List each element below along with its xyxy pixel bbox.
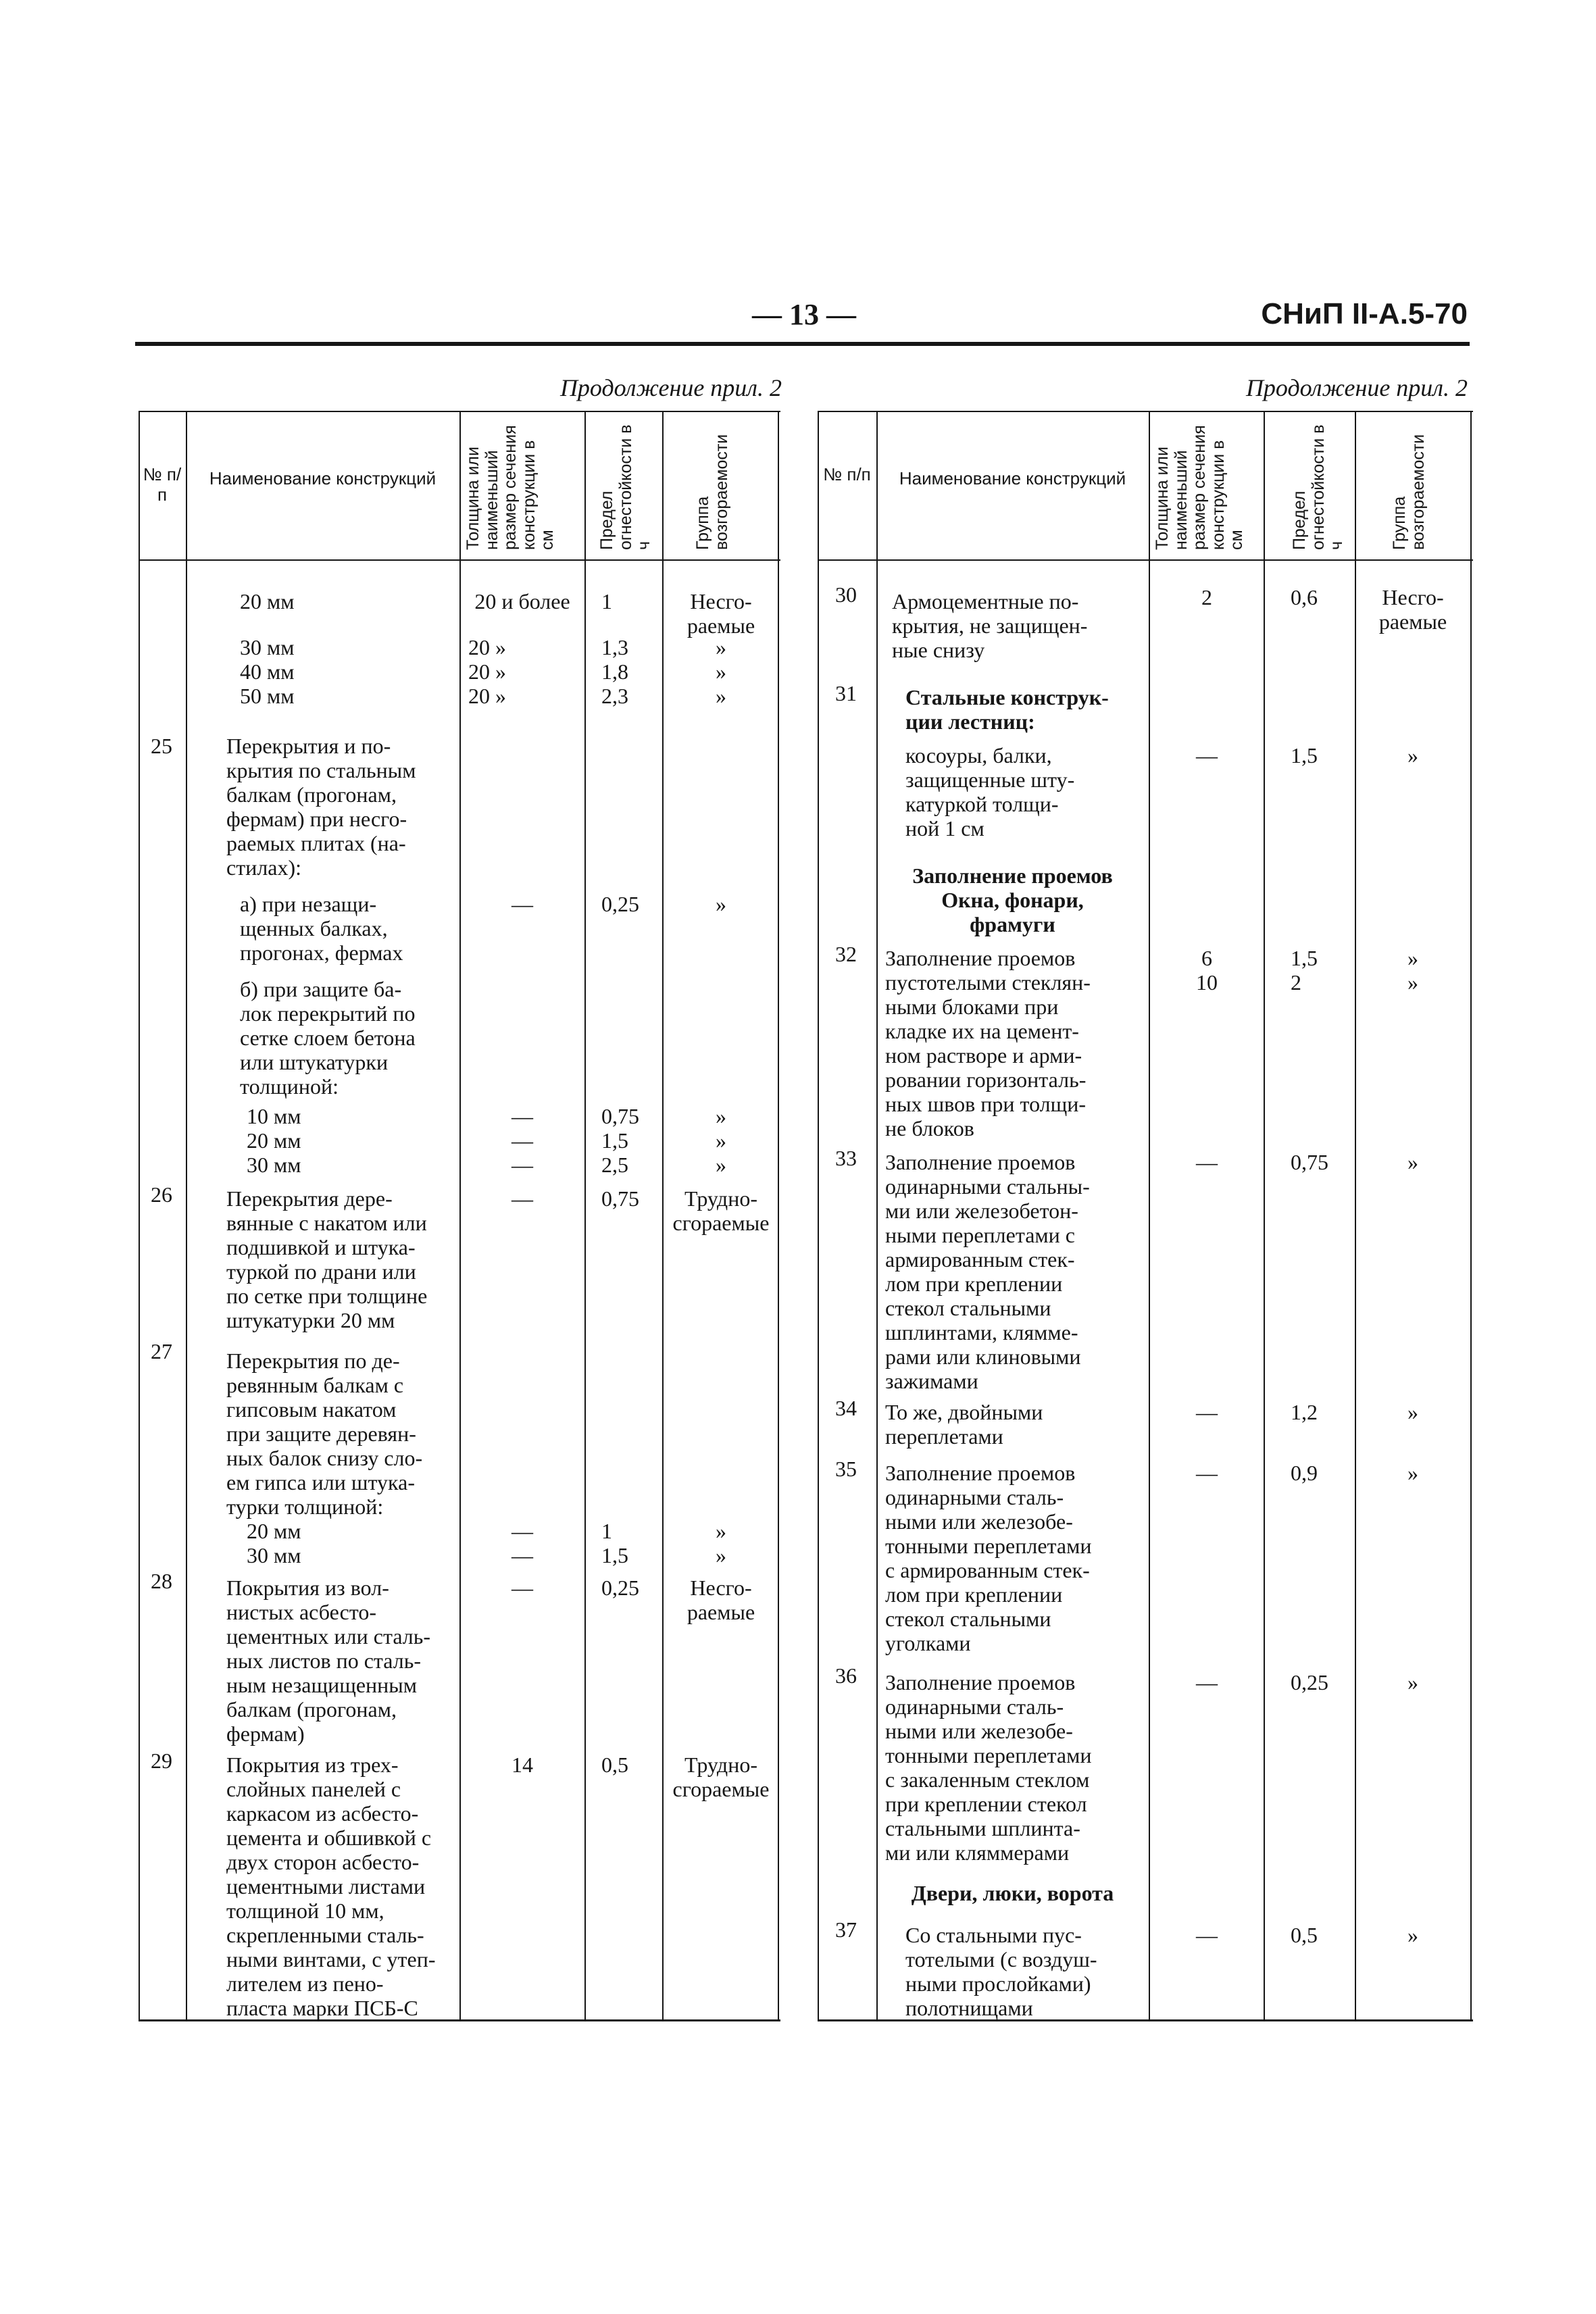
row-combustibility: » <box>1407 1461 1418 1485</box>
row-thickness: — <box>1196 1400 1218 1424</box>
column-header-name: Наименование конструкций <box>899 468 1126 488</box>
row-combustibility: » <box>716 1519 726 1543</box>
row-thickness: 6 10 <box>1196 946 1218 995</box>
row-name: 10 мм <box>247 1104 301 1128</box>
row-name: Покрытия из трех- слойных панелей с каркасом из асбесто- цемента и обшивкой с двух сторон асбесто- цементными листами толщиной 10 мм, скрепленными сталь- ными винтами, с утеп- лителем из пено- пласта марки ПСБ-С <box>226 1753 436 2020</box>
column-divider <box>584 412 586 2019</box>
row-combustibility: » <box>716 1128 726 1153</box>
row-name: а) при незащи- щенных балках, прогонах, фермах <box>240 892 403 965</box>
table-left <box>139 411 780 2021</box>
row-combustibility: » <box>1407 1670 1418 1694</box>
row-thickness: 20 и более <box>474 589 570 613</box>
row-thickness: — <box>512 1543 533 1567</box>
row-thickness: 20 » <box>468 684 506 708</box>
row-number: 36 <box>835 1663 857 1688</box>
row-number: 30 <box>835 582 857 607</box>
row-fire-limit: 0,75 <box>601 1186 639 1211</box>
row-name: 20 мм <box>247 1519 301 1543</box>
row-fire-limit: 2,3 <box>601 684 628 708</box>
row-thickness: — <box>512 1104 533 1128</box>
row-fire-limit: 0,25 <box>601 892 639 916</box>
row-fire-limit: 0,5 <box>601 1753 628 1777</box>
column-header-combustibility: Группа возгораемости <box>693 434 731 550</box>
row-name: б) при защите ба- лок перекрытий по сетке слоем бетона или штукатурки толщиной: <box>240 977 416 1099</box>
row-thickness: — <box>512 1186 533 1211</box>
column-divider <box>778 412 779 2019</box>
row-name: Перекрытия дере- вянные с накатом или подшивкой и штука- туркой по драни или по сетке при толщине штукатурки 20 мм <box>226 1186 428 1332</box>
column-divider <box>876 412 878 2019</box>
column-header-thickness: Толщина или наименьший размер сечения конструкции в см <box>1153 425 1246 550</box>
row-name: Со стальными пус- тотелыми (с воздуш- ными прослойками) полотнищами <box>905 1923 1097 2020</box>
row-fire-limit: 1,5 <box>1291 743 1318 768</box>
row-fire-limit: 2,5 <box>601 1153 628 1177</box>
row-name: Перекрытия по де- ревянным балкам с гипсовым накатом при защите деревян- ных балок снизу сло- ем гипса или штука- турки толщиной: <box>226 1349 423 1519</box>
row-combustibility: Трудно- сгораемые <box>672 1186 770 1235</box>
row-fire-limit: 1,5 2 <box>1291 946 1318 995</box>
header-rule <box>135 342 1470 346</box>
column-divider <box>1264 412 1265 2019</box>
row-fire-limit: 1,3 <box>601 635 628 659</box>
row-thickness: — <box>1196 1923 1218 1947</box>
row-thickness: — <box>1196 1461 1218 1485</box>
row-number: 34 <box>835 1396 857 1420</box>
row-number: 25 <box>151 734 172 758</box>
row-number: 28 <box>151 1569 172 1593</box>
column-divider <box>1470 412 1472 2019</box>
header-divider <box>139 559 780 561</box>
row-combustibility: Несго- раемые <box>687 1576 755 1624</box>
row-name: Перекрытия и по- крытия по стальным балкам (прогонам, фермам) при несго- раемых плитах (на- стилах): <box>226 734 416 880</box>
document-code: СНиП II-А.5-70 <box>1261 297 1468 330</box>
row-name: 40 мм <box>240 659 295 684</box>
row-fire-limit: 0,75 <box>601 1104 639 1128</box>
column-header-combustibility: Группа возгораемости <box>1390 434 1428 550</box>
row-name: Покрытия из вол- нистых асбесто- цементных или сталь- ных листов по сталь- ным незащищенным балкам (прогонам, фермам) <box>226 1576 431 1746</box>
row-combustibility: » <box>716 1104 726 1128</box>
row-name: 20 мм <box>240 589 295 613</box>
row-name: косоуры, балки, защищенные шту- катуркой толщи- ной 1 см <box>905 743 1075 840</box>
row-name: 20 мм <box>247 1128 301 1153</box>
row-name: 50 мм <box>240 684 295 708</box>
column-header-fire-limit: Предел огнестойкости в ч <box>1290 424 1346 550</box>
row-number: 26 <box>151 1182 172 1207</box>
column-divider <box>186 412 187 2019</box>
row-combustibility: » <box>716 635 726 659</box>
column-divider <box>818 412 819 2019</box>
row-combustibility: » <box>716 684 726 708</box>
row-combustibility: Несго- раемые <box>1378 585 1447 634</box>
column-divider <box>1149 412 1150 2019</box>
column-header-number: № п/п <box>823 464 871 484</box>
column-divider <box>1355 412 1356 2019</box>
row-thickness: — <box>512 1128 533 1153</box>
column-header-number: № п/п <box>143 464 182 505</box>
row-fire-limit: 0,75 <box>1291 1150 1328 1174</box>
row-number: 27 <box>151 1339 172 1363</box>
row-thickness: — <box>512 1519 533 1543</box>
row-combustibility: » <box>716 659 726 684</box>
column-divider <box>139 412 140 2019</box>
row-name: Стальные конструк- ции лестниц: <box>905 685 1109 734</box>
row-thickness: — <box>512 1576 533 1600</box>
row-combustibility: » <box>1407 1400 1418 1424</box>
row-fire-limit: 0,25 <box>1291 1670 1328 1694</box>
row-fire-limit: 0,6 <box>1291 585 1318 609</box>
column-divider <box>662 412 664 2019</box>
row-name: 30 мм <box>247 1543 301 1567</box>
row-combustibility: » <box>716 1543 726 1567</box>
row-fire-limit: 1 <box>601 589 612 613</box>
column-header-thickness: Толщина или наименьший размер сечения конструкции в см <box>464 425 557 550</box>
row-name: Заполнение проемов одинарными стальны- ми или железобетон- ными переплетами с армированным стек- лом при креплении стекол стальными шплинтами, клямме- рами или клиновыми зажимами <box>885 1150 1090 1393</box>
column-header-name: Наименование конструкций <box>209 468 437 488</box>
continuation-note-left: Продолжение прил. 2 <box>559 374 782 401</box>
section-heading: Двери, люки, ворота <box>911 1881 1114 1905</box>
row-fire-limit: 1,5 <box>601 1543 628 1567</box>
section-heading: Заполнение проемов Окна, фонари, фрамуги <box>912 863 1113 936</box>
continuation-note-right: Продолжение прил. 2 <box>1245 374 1468 401</box>
row-fire-limit: 1 <box>601 1519 612 1543</box>
row-thickness: 20 » <box>468 659 506 684</box>
row-name: 30 мм <box>240 635 295 659</box>
row-combustibility: » <box>716 1153 726 1177</box>
row-name: Заполнение проемов пустотелыми стеклян- ными блоками при кладке их на цемент- ном растворе и арми- ровании горизонталь- ных швов при толщи- не блоков <box>885 946 1091 1140</box>
row-name: Армоцементные по- крытия, не защищен- ные снизу <box>892 589 1088 662</box>
row-fire-limit: 0,5 <box>1291 1923 1318 1947</box>
row-number: 33 <box>835 1146 857 1170</box>
page-number: — 13 — <box>752 298 856 331</box>
row-number: 32 <box>835 942 857 966</box>
header-divider <box>818 559 1473 561</box>
row-thickness: 14 <box>512 1753 533 1777</box>
row-thickness: — <box>512 1153 533 1177</box>
row-combustibility: » <box>716 892 726 916</box>
row-thickness: — <box>1196 1150 1218 1174</box>
row-number: 37 <box>835 1917 857 1942</box>
row-fire-limit: 1,8 <box>601 659 628 684</box>
row-number: 31 <box>835 681 857 705</box>
row-combustibility: » <box>1407 1150 1418 1174</box>
column-header-fire-limit: Предел огнестойкости в ч <box>597 424 653 550</box>
row-name: Заполнение проемов одинарными сталь- ными или железобе- тонными переплетами с армированным стек- лом при креплении стекол стальными уголками <box>885 1461 1092 1655</box>
table-right <box>818 411 1473 2021</box>
row-fire-limit: 0,9 <box>1291 1461 1318 1485</box>
row-name: Заполнение проемов одинарными сталь- ными или железобе- тонными переплетами с закаленным стеклом при креплении стекол стальными шплинта- ми или кляммерами <box>885 1670 1092 1865</box>
row-combustibility: Несго- раемые <box>687 589 755 638</box>
row-combustibility: » <box>1407 743 1418 768</box>
row-thickness: 2 <box>1201 585 1212 609</box>
row-name: То же, двойными переплетами <box>885 1400 1043 1449</box>
row-combustibility: » <box>1407 1923 1418 1947</box>
row-number: 29 <box>151 1749 172 1773</box>
row-number: 35 <box>835 1457 857 1481</box>
row-combustibility: » » <box>1407 946 1418 995</box>
column-divider <box>459 412 461 2019</box>
row-name: 30 мм <box>247 1153 301 1177</box>
row-thickness: — <box>1196 1670 1218 1694</box>
row-thickness: 20 » <box>468 635 506 659</box>
row-fire-limit: 1,2 <box>1291 1400 1318 1424</box>
row-thickness: — <box>512 892 533 916</box>
row-thickness: — <box>1196 743 1218 768</box>
row-combustibility: Трудно- сгораемые <box>672 1753 770 1801</box>
row-fire-limit: 0,25 <box>601 1576 639 1600</box>
row-fire-limit: 1,5 <box>601 1128 628 1153</box>
